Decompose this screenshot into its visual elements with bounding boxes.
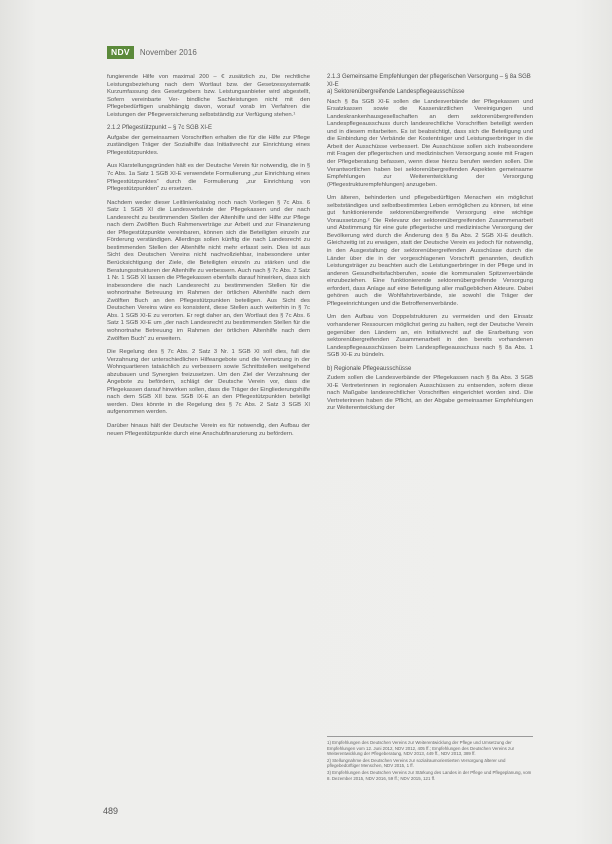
subsection-heading: a) Sektorenübergreifende Landespflegeausschüsse — [327, 89, 465, 96]
page-number: 489 — [103, 806, 119, 816]
paragraph: Darüber hinaus hält der Deutsche Verein es für notwendig, den Aufbau der neuen Pflegestützpunkte durch eine Anschubfinanzierung zu befördern. — [107, 422, 310, 437]
right-column — [327, 74, 533, 419]
left-column — [107, 74, 310, 444]
footnotes — [327, 736, 533, 782]
paragraph: Aus Klarstellungsgründen hält es der Deutsche Verein für notwendig, die in § 7c Abs. 1a Satz 1 SGB XI-E verwendete Formulierung „zur Einrichtung eines Pflegestützpunktes“ durch die Formulierung „zur Einrichtung von Pflegestützpunkten“ zu ersetzen. — [107, 163, 310, 193]
subsection-heading: b) Regionale Pflegeausschüsse — [327, 365, 412, 372]
paragraph: Um älteren, behinderten und pflegebedürftigen Menschen ein möglichst selbstständiges und selbstbestimmtes Leben ermöglichen zu können, ist eine gut funktionierende sektorenübergreifende Versorgung eine wichtige Voraussetzung.² Die Relevanz der sektorenübergreifenden Zusammenarbeit und Abstimmung für eine gute pflegerische und medizinische Versorgung der Bevölkerung wird durch die Änderung des § 8a Abs. 2 SGB XI-E deutlich. Gleichzeitig ist zu erwägen, statt der Deutsche Verein es jedoch für notwendig, in den Ausgestaltung der sektorenübergreifenden Ausschüsse durch die Länder über die in der vorgeschlagenen Vorschrift genannten, deutlich Leistungsträger zu beachten auch die Leistungserbringer in der Pflege und in anderen Gesundheitsfachberufen, sowie die kommunalen Spitzenverbände einzubeziehen. Eine funktionierende sektorenübergreifende Versorgung erfordert, dass Anlage auf eine Beteiligung aller maßgeblichen Akteure. Dabei gehören auch die Wohlfahrtsverbände, sie sowohl die Träger der Pflegeeinrichtungen und die Betroffenenverbände. — [327, 195, 533, 307]
paragraph: Um den Aufbau von Doppelstrukturen zu vermeiden und den Einsatz vorhandener Ressourcen möglichst gering zu halten, regt der Deutsche Verein gegenüber den Ländern an, ein Initiativrecht auf die Erarbeitung von sektorenübergreifenden Zusammenarbeit in den bereits vorhandenen Landespflegeausschüssen beim Landespflegeausschuss nach § 8a Abs. 1 SGB XI-E zu bündeln. — [327, 314, 533, 359]
footnote: 3) Empfehlungen des Deutschen Vereins zur Stärkung des Landes in der Pflege und Pflegeplanung, vom 8. Dezember 2015, NDV 2016, 59 ff.; NDV 2015, 121 ff. — [327, 769, 532, 781]
paragraph: Zudem sollen die Landesverbände der Pflegekassen nach § 8a Abs. 3 SGB XI-E Vertreterinnen in regionalen Ausschüssen zu entsenden, sofern diese nach Maßgabe landesrechtlicher Vorschriften eingerichtet worden sind. Die Vertreterinnen haben die Pflicht, an der Abgabe gemeinsamer Empfehlungen zur Weiterentwicklung der — [327, 375, 533, 412]
section-heading: 2.1.3 Gemeinsame Empfehlungen der pflegerischen Versorgung – § 8a SGB XI-E — [327, 74, 531, 88]
paragraph: Nachdem weder dieser Leitlinienkatalog noch nach Vorliegen § 7c Abs. 6 Satz 1 SGB XI die Landesverbände der Pflegekassen und der nach Landesrecht zu bestimmenden Stellen der Altenhilfe und der Hilfe zur Pflege nach dem Zwölften Buch Rahmenverträge zur Arbeit und zur Finanzierung der Pflegestützpunkte vereinbaren, können sich die Beteiligten einzeln zur Förderung verständigen. Allerdings sollen künftig die nach Landesrecht zu bestimmenden Stellen der Altenhilfe nicht mehr erfasst sein. Dies ist aus Sicht des Deutschen Vereins nicht nachvollziehbar, insbesondere unter Berücksichtigung der Ziele, die Beteiligten einzeln zu stärken und die Beratungsstrukturen der Altenhilfe zu verbessern. Auch nach § 7c Abs. 2 Satz 1 Nr. 1 SGB XI lassen die Pflegekassen ebenfalls darauf hinwirken, dass sich insbesondere die nach Landesrecht zu bestimmenden Stellen für die wohnortnahe Betreuung im Rahmen der örtlichen Altenhilfe nach dem Zwölften Buch an den Pflegestützpunkten beteiligen. Aus Sicht des Deutschen Vereins wäre es konsistent, diese Stellen auch weiterhin in § 7c Abs. 1 SGB XI-E zu verorten. Er regt daher an, den Wortlaut des § 7c Abs. 6 Satz 1 SGB XI-E um „der nach Landesrecht zu bestimmenden Stellen für die wohnortnahe Betreuung im Rahmen der örtlichen Altenhilfe nach dem Zwölften Buch“ zu erweitern. — [107, 199, 310, 342]
section-heading: 2.1.2 Pflegestützpunkt – § 7c SGB XI-E — [107, 125, 213, 132]
journal-logo: NDV — [107, 46, 134, 59]
footnote: 1) Empfehlungen des Deutschen Vereins zur Weiterentwicklung der Pflege und Umsetzung der Empfehlungen vom 12. Juni 2012, NDV 2012, 405 ff.; Empfehlungen des Deutschen Vereins zur Weiterentwicklung der Pflegeberatung, NDV 2013, 449 ff., NDV 2013, 389 ff. — [327, 740, 515, 757]
page-header — [107, 45, 197, 59]
paragraph: Aufgabe der gemeinsamen Vorschriften erhalten die für die Hilfe zur Pflege zuständigen Träger der Sozialhilfe das Initiativrecht zur Einrichtung eines Pflegestützpunktes. — [107, 134, 310, 156]
footnote: 2) Stellungnahme des Deutschen Vereins zur sozialraumorientierten Versorgung älterer und pflegebedürftiger Menschen, NDV 2015, 1 ff. — [327, 757, 506, 769]
issue-date: November 2016 — [139, 47, 197, 57]
paragraph: fungierende Hilfe von maximal 200 – € zusätzlich zu, Die rechtliche Leistungsbeziehung nach dem Wortlaut bzw. der Gesetzessystematik Kurzumfassung des Gesetzgebers bzw. Leistungsanbieter wird abgestellt, Sofern vereinbarte Ver- bindliche Sachleistungen nicht mit den Pflegebedürftigen unabhängig davon, worauf vorab im Verfahren die Leistungen der Pflegeversicherung selbstständig zur Verfügung stehen.¹ — [107, 74, 310, 118]
paragraph: Nach § 8a SGB XI-E sollen die Landesverbände der Pflegekassen und Ersatzkassen sowie die Kassenärztlichen Vereinigungen und Landeskrankenhausgesellschaften an dem sektorenübergreifenden Landespflegeausschuss durch landesrechtliche Vorschriften beteiligt werden und in diesem mitarbeiten. Es ist beabsichtigt, dass sich die Beteiligung und die Einbindung der Verbände der Kostenträger und Leistungserbringer in die Arbeit der Ausschüsse verbessert. Die Ausschüsse sollen sich insbesondere mit Fragen der pflegerischen und medizinischen Versorgung sowie mit Fragen der Pflegeberatung befassen, wenn diese hierzu berufen werden sollen. Die Verantwortlichen haben bei sektorenübergreifenden Aspekten gemeinsame Empfehlungen zur Weiterentwicklung der Versorgung (Pflegestrukturempfehlungen) anzugeben. — [327, 98, 533, 188]
paragraph: Die Regelung des § 7c Abs. 2 Satz 3 Nr. 1 SGB XI soll dies, fall die Verzahnung der unterschiedlichen Hilfeangebote und die Vernetzung in der Wohnquartieren tatsächlich zu verbessern sowie Schnittstellen weitgehend abzubauen und Synergien freizusetzen. Um den Ziel der Verzahnung der Angebote zu befördern, schlägt der Deutsche Verein vor, dass die Pflegekassen darauf hinwirken sollen, dass die Träger der Eingliederungshilfe nach dem SGB XII bzw. SGB IX-E an den Pflegestützpunkten beteiligt werden. Dies könnte in die Regelung des § 7c Abs. 2 Satz 3 SGB XI aufgenommen werden. — [107, 349, 310, 416]
